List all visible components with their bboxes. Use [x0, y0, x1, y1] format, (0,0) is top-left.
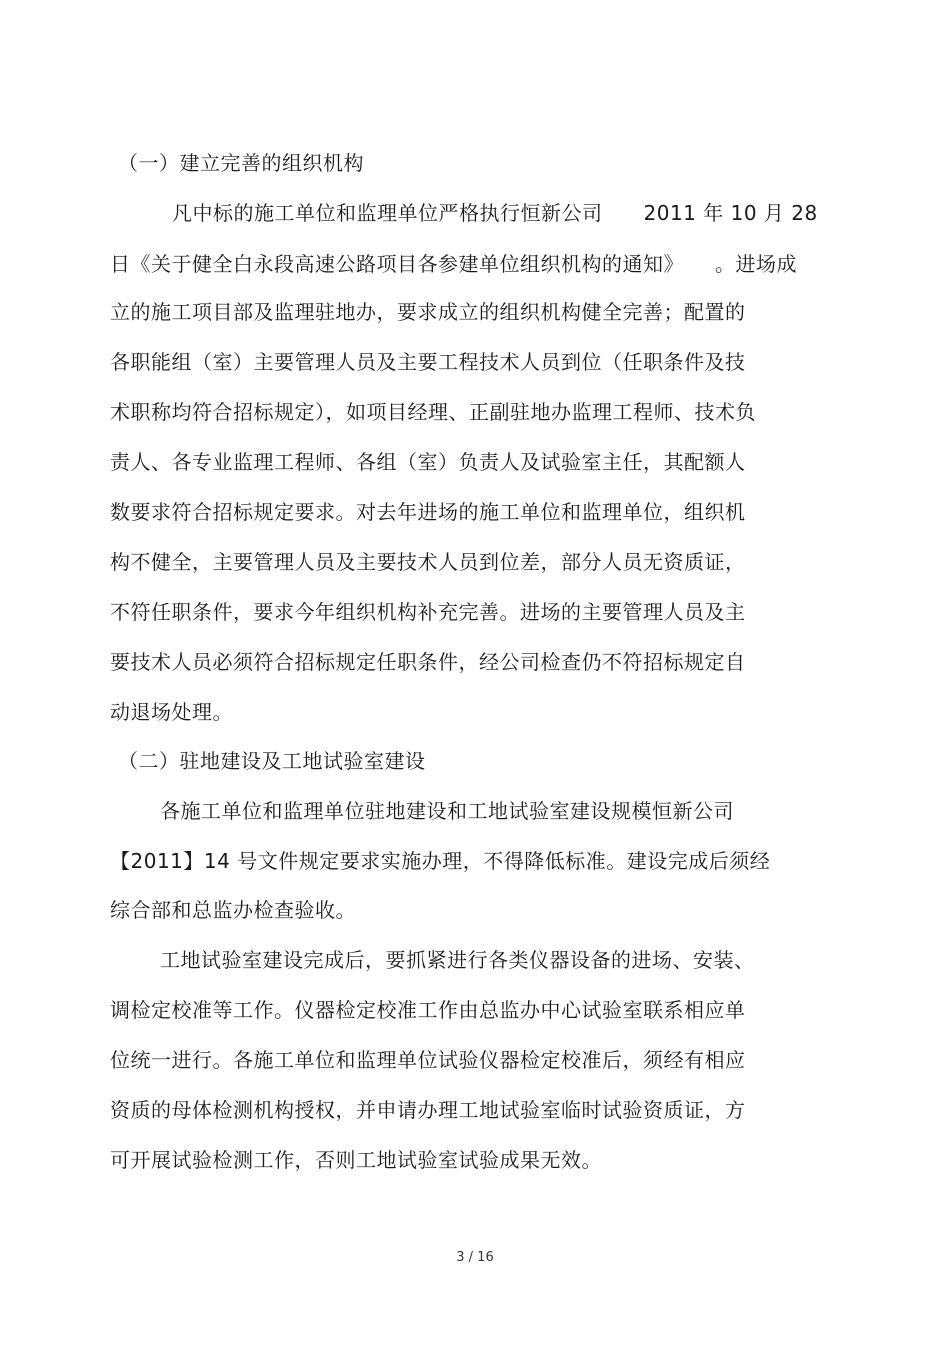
- paragraph-line: 立的施工项目部及监理驻地办，要求成立的组织机构健全完善；配置的: [110, 300, 746, 324]
- paragraph-line: 责人、各专业监理工程师、各组（室）负责人及试验室主任，其配额人: [110, 450, 746, 474]
- paragraph-line: 各职能组（室）主要管理人员及主要工程技术人员到位（任职条件及技: [110, 350, 746, 374]
- paragraph-line: 各施工单位和监理单位驻地建设和工地试验室建设规模恒新公司: [160, 799, 734, 823]
- paragraph-line: 构不健全，主要管理人员及主要技术人员到位差，部分人员无资质证，: [110, 550, 746, 574]
- paragraph-line: 数要求符合招标规定要求。对去年进场的施工单位和监理单位，组织机: [110, 500, 746, 524]
- paragraph-line: 资质的母体检测机构授权，并申请办理工地试验室临时试验资质证，方: [110, 1098, 746, 1122]
- section-heading-1: （一）建立完善的组织机构: [118, 151, 364, 175]
- page-number: 3 / 16: [456, 1250, 494, 1265]
- paragraph-line: 凡中标的施工单位和监理单位严格执行恒新公司 2011 年 10 月 28: [172, 201, 818, 225]
- paragraph-line: 可开展试验检测工作，否则工地试验室试验成果无效。: [110, 1148, 602, 1172]
- section-heading-2: （二）驻地建设及工地试验室建设: [118, 749, 426, 773]
- paragraph-line: 不符任职条件，要求今年组织机构补充完善。进场的主要管理人员及主: [110, 600, 746, 624]
- paragraph-line: 调检定校准等工作。仪器检定校准工作由总监办中心试验室联系相应单: [110, 998, 746, 1022]
- paragraph-line: 动退场处理。: [110, 700, 233, 724]
- paragraph-line: 工地试验室建设完成后，要抓紧进行各类仪器设备的进场、安装、: [160, 948, 755, 972]
- paragraph-line: 日《关于健全白永段高速公路项目各参建单位组织机构的通知》 。进场成: [110, 252, 797, 276]
- paragraph-line: 【2011】14 号文件规定要求实施办理，不得降低标准。建设完成后须经: [110, 849, 771, 873]
- paragraph-line: 要技术人员必须符合招标规定任职条件，经公司检查仍不符招标规定自: [110, 650, 746, 674]
- paragraph-line: 术职称均符合招标规定），如项目经理、正副驻地办监理工程师、技术负: [110, 400, 756, 424]
- paragraph-line: 位统一进行。各施工单位和监理单位试验仪器检定校准后，须经有相应: [110, 1048, 746, 1072]
- paragraph-line: 综合部和总监办检查验收。: [110, 898, 356, 922]
